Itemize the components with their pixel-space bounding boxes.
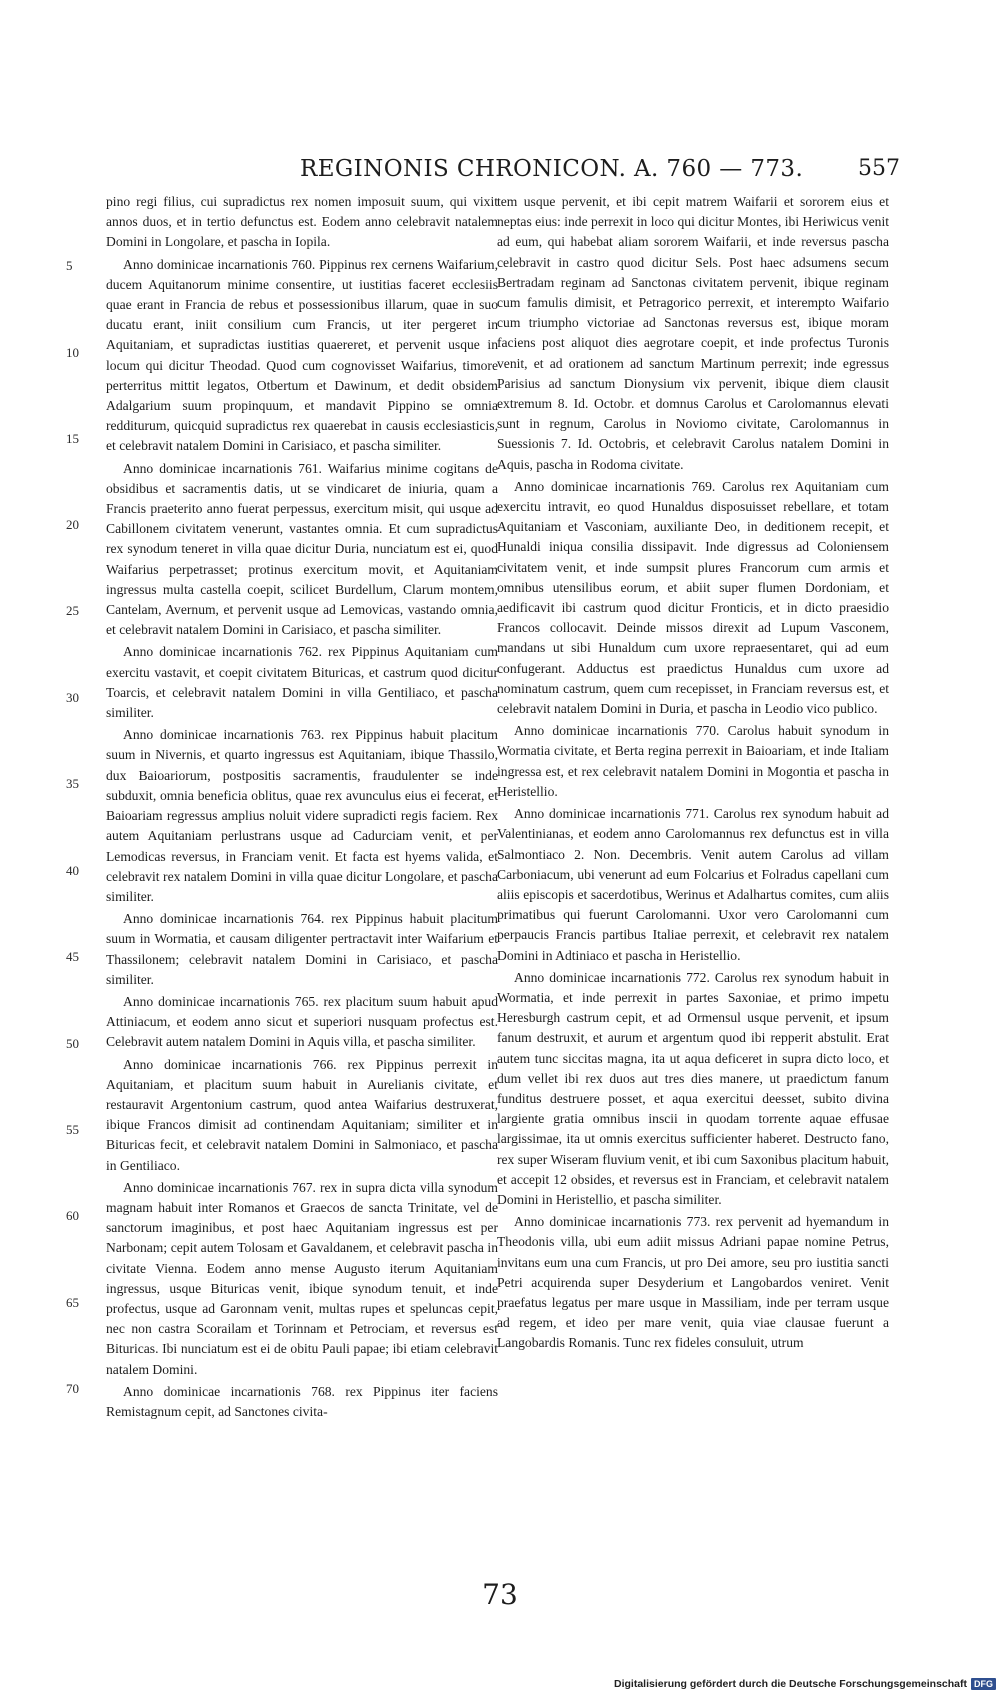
line-number: 45 <box>66 949 79 964</box>
line-number: 10 <box>66 345 79 360</box>
line-number: 20 <box>66 517 79 532</box>
digitization-credit <box>614 1678 996 1690</box>
dfg-logo: DFG <box>971 1678 996 1690</box>
paragraph-year-772: Anno dominicae incarnationis 772. Carolus rex synodum habuit in Wormatia, et inde perrexit in partes Saxoniae, et primo impetu Heresburgh castrum cepit, et ad Ormensul usque pervenit, et ipsum fanum destruxit, et aurum et argentum quod ibi repperit abstulit. Erat autem tunc siccitas magna, ita ut aqua deficeret in supra dicto loco, et dum vellet ibi rex duos aut tres dies manere, ut praedictum fanum funditus destruere posset, et aqua exercitui deesset, subito divina largiente gratia omnibus inscii in quodam torrente aquae effusae largissimae, ita ut omnis exercitus sufficienter haberet. Destructo fano, rex super Wiseram fluvium venit, et ibi cum Saxonibus placitum habuit, et accepit 12 obsides, et reversus est in Franciam, et celebravit natalem Domini in Heristellio, et pascha similiter. <box>497 969 889 1207</box>
paragraph-year-766: Anno dominicae incarnationis 766. rex Pippinus perrexit in Aquitaniam, et placitum suum habuit in Aurelianis civitate, et restauravit Argentonium castrum, quod antea Waifarius destruxerat, ibique Francos dimisit ad continendam Aquitaniam; similiter et in Bituricas fecit, et celebravit natalem Domini in Salmoniaco, et pascha in Gentiliaco. <box>106 1056 498 1173</box>
line-number: 60 <box>66 1208 79 1223</box>
paragraph-year-761: Anno dominicae incarnationis 761. Waifarius minime cogitans de obsidibus et sacramentis datis, ut se vindicaret de iniuria, quam a Francis praeterito anno fuerat perpessus, exercitum misit, qui usque ad Cabillonem civitatem venerunt, vastantes omnia. Et cum supradictus rex synodum teneret in villa quae dicitur Duria, nunciatum est ei, quod Waifarius perpetrasset; protinus exercitum movit, et Aquitaniam ingressus multa castella coepit, scilicet Burdellum, Clarum montem, Cantelam, Avernum, et pervenit usque ad Lemovicas, vastando omnia, et celebravit natalem Domini in Carisiaco, et pascha similiter. <box>106 460 498 638</box>
paragraph-year-773: Anno dominicae incarnationis 773. rex pervenit ad hyemandum in Theodonis villa, ubi eum adiit missus Adriani papae nomine Petrus, invitans eum una cum Francis, ut pro Dei amore, seu pro iustitia sancti Petri acquirenda super Desyderium et Langobardos veniret. Venit praefatus legatus per mare usque in Massiliam, inde per terram usque ad regem, et ideo per mare venit, quia viae clausae fuerunt a Langobardis Romanis. Tunc rex fideles consuluit, utrum <box>497 1214 889 1351</box>
paragraph-year-760: Anno dominicae incarnationis 760. Pippinus rex cernens Waifarium, ducem Aquitanorum minime consentire, ut iustitias faceret ecclesiis quae erant in Francia de rebus et possessionibus illarum, quae in suo ducatu erant, iniit consilium cum Francis, ut iter pergeret in Aquitaniam, et supradictas iustitias quaereret, et pervenit usque in locum qui dicitur Theodad. Quod cum cognovisset Waifarius, timore perterritus mittit legatos, Otbertum et Dawinum, et dedit obsidem Adalgarium suum propinquum, et mandavit Pippino se omnia redditurum, quicquid supradictus rex quaerebat in causis ecclesiasticis, et celebravit natalem Domini in Carisiaco, et pascha similiter. <box>106 256 498 454</box>
line-number: 15 <box>66 431 79 446</box>
paragraph-year-768: Anno dominicae incarnationis 768. rex Pippinus iter faciens Remistagnum cepit, ad Sanctones civita- <box>106 1383 498 1419</box>
paragraph: tem usque pervenit, et ibi cepit matrem Waifarii et sororem eius et neptas eius: inde perrexit in loco qui dicitur Montes, ibi Heriwicus venit ad eum, qui habebat aliam sororem Waifarii, et inde reversus pascha celebravit in castro quod dicitur Sels. Post haec adsumens secum Bertradam reginam ad Sanctonas civitatem pervenit, ibique reginam cum famulis dimisit, et Petragorico perrexit, et interempto Waifario cum triumpho victoriae ad Sanctonas reversus est, ibique moram faciens post aliquot dies aegrotare coepit, et inde profectus Turonis venit, et ad orationem ad sanctum Martinum perrexit; inde egressus Parisius ad sanctum Dionysium vix pervenit, ibique diem clausit extremum 8. Id. Octobr. et domnus Carolus et Carolomannus elevati sunt in regnum, Carolus in Noviomo civitate, Carolomannus in Suessionis 7. Id. Octobris, et celebravit Carolus natalem Domini in Aquis, pascha in Rodoma civitate. <box>497 194 889 472</box>
paragraph-year-764: Anno dominicae incarnationis 764. rex Pippinus habuit placitum suum in Wormatia, et causam diligenter pertractavit inter Waifarium et Thassilonem; celebravit natalem Domini in Carisiaco, et pascha similiter. <box>106 911 498 987</box>
paragraph-year-771: Anno dominicae incarnationis 771. Carolus rex synodum habuit ad Valentinianas, et eodem anno Carolomannus rex defunctus est in villa Salmontiaco 2. Non. Decembris. Venit autem Carolus ad villam Carboniacum, ubi venerunt ad eum Folcarius et Folradus capellani cum aliis episcopis et sacerdotibus, Werinus et Adalhartus comites, cum aliis primatibus qui fuerunt Carolomanni. Uxor vero Carolomanni cum perpaucis Francis partibus Italiae perrexit, et celebravit rex natalem Domini in Adtiniaco et pascha in Heristellio. <box>497 806 889 963</box>
line-number-margin <box>0 0 100 1695</box>
page-number: 557 <box>858 156 900 181</box>
line-number: 35 <box>66 776 79 791</box>
page-title: REGINONIS CHRONICON. A. 760 — 773. <box>300 156 804 182</box>
line-number: 65 <box>66 1295 79 1310</box>
line-number: 55 <box>66 1122 79 1137</box>
paragraph-year-769: Anno dominicae incarnationis 769. Carolus rex Aquitaniam cum exercitu intravit, eo quod Hunaldus disposuisset rebellare, et totam Aquitaniam et Vasconiam, auxiliante Deo, in deditionem recepit, et Hunaldi iniqua consilia dissipavit. Inde digressus ad Coloniensem civitatem venit, et inde sumpsit plures Francorum cum armis et omnibus utensilibus eorum, et abiit super flumen Dordoniam, et aedificavit ibi castrum quod dicitur Fronticis, et in dicto praesidio Francos collocavit. Deinde missos direxit ad Lupum Vasconem, mandans ut sibi Hunaldum cum uxore repraesentaret, qui ad eum confugerant. Adductus est praedictus Hunaldus cum uxore ad nominatum castrum, quem cum recepisset, in Franciam reversus est, et celebravit natalem Domini in Duria, et pascha in Leodio vico publico. <box>497 478 889 717</box>
paragraph-year-770: Anno dominicae incarnationis 770. Carolus habuit synodum in Wormatia civitate, et Berta regina perrexit in Baioariam, et inde Italiam ingressa est, et rex celebravit natalem Domini in Mogontia et pascha in Heristellio. <box>497 723 889 799</box>
signature-mark: 73 <box>482 1578 518 1611</box>
line-number: 40 <box>66 863 79 878</box>
paragraph-year-767: Anno dominicae incarnationis 767. rex in supra dicta villa synodum magnam habuit inter Romanos et Graecos de sancta Trinitate, vel de sanctorum imaginibus, et post haec Aquitaniam ingressus est per Narbonam; cepit autem Tolosam et Gavaldanem, et celebravit pascha in civitate Vienna. Eodem anno mense Augusto iterum Aquitaniam ingressus, usque Bituricas venit, ibique synodum tenuit, et inde profectus, usque ad Garonnam venit, multas rupes et speluncas cepit, nec non castra Scorailam et Torinnam et Petrociam, et reversus est Bituricas. Ibi nunciatum est ei de obitu Pauli papae; ibi etiam celebravit natalem Domini. <box>106 1179 498 1377</box>
line-number: 50 <box>66 1036 79 1051</box>
line-number: 5 <box>66 258 73 273</box>
paragraph-year-762: Anno dominicae incarnationis 762. rex Pippinus Aquitaniam cum exercitu vastavit, et coepit civitatem Bituricas, et castrum quod dicitur Toarcis, et celebravit natalem Domini in villa Gentiliaco, et pascha similiter. <box>106 644 498 721</box>
left-text-column <box>106 192 498 1424</box>
running-header <box>300 156 900 186</box>
line-number: 30 <box>66 690 79 705</box>
right-text-column <box>497 192 889 1356</box>
line-number: 70 <box>66 1381 79 1396</box>
paragraph: pino regi filius, cui supradictus rex nomen imposuit suum, qui vixit annos duos, et in tertio defunctus est. Eodem anno celebravit natalem Domini in Longolare, et pascha in Iopila. <box>106 194 498 250</box>
credit-text: Digitalisierung gefördert durch die Deutsche Forschungsgemeinschaft <box>614 1678 967 1690</box>
paragraph-year-763: Anno dominicae incarnationis 763. rex Pippinus habuit placitum suum in Nivernis, et quarto ingressus est Aquitaniam, ibique Thassilo, dux Baioariorum, postpositis sacramentis, fraudulenter se inde subduxit, omnia beneficia oblitus, quae rex avunculus eius ei fecerat, et Baioariam regressus amplius noluit videre supradicti regis faciem. Rex autem Aquitaniam perlustrans usque ad Cadurciam venit, et per Lemodicas reversus, in Franciam venit. Et facta est hyems valida, et celebravit rex natalem Domini in villa quae dicitur Longolare, et pascha similiter. <box>106 727 498 904</box>
paragraph-year-765: Anno dominicae incarnationis 765. rex placitum suum habuit apud Attiniacum, et eodem anno sicut et superiori nusquam profectus est. Celebravit autem natalem Domini in Aquis villa, et pascha similiter. <box>106 993 498 1050</box>
line-number: 25 <box>66 603 79 618</box>
